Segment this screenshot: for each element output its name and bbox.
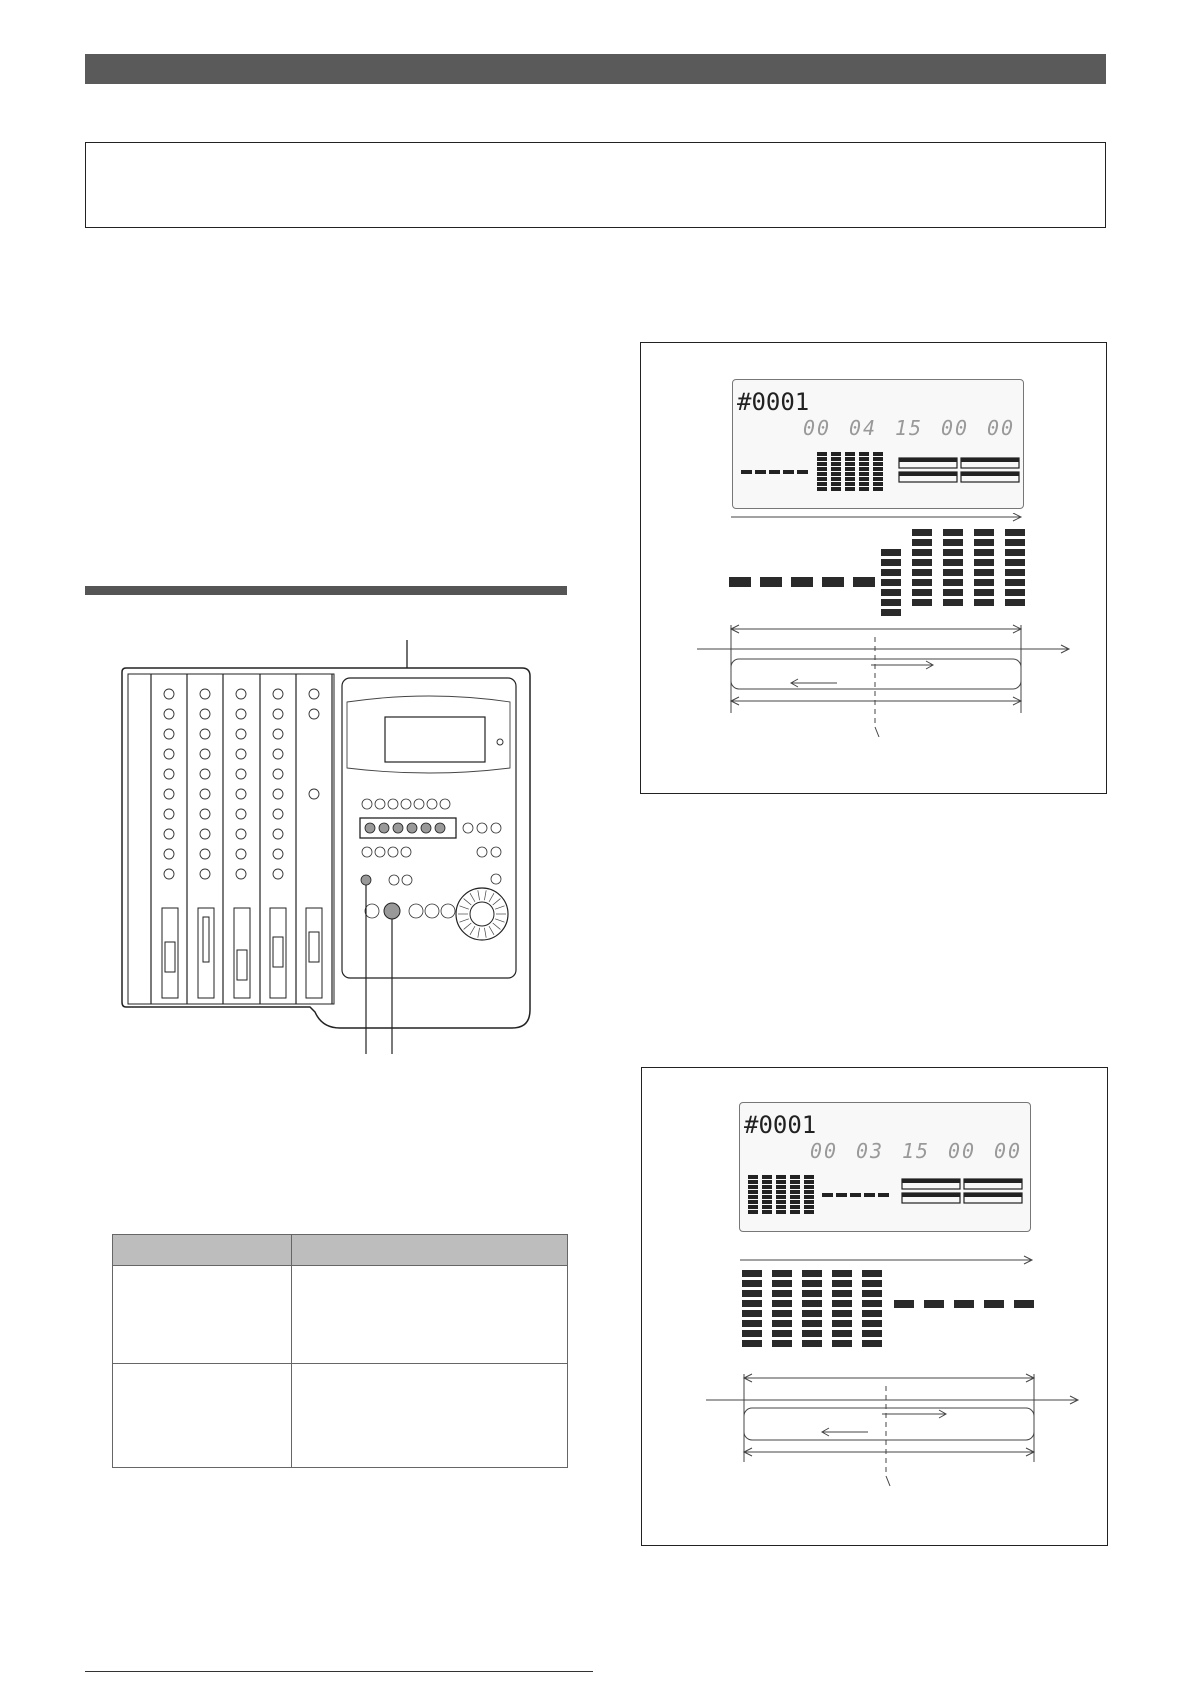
meter-segment	[776, 1185, 786, 1189]
meter-segment	[943, 579, 963, 586]
meter-segment	[832, 1290, 852, 1297]
table-row	[113, 1364, 568, 1468]
meter-segment	[804, 1205, 814, 1209]
table-cell	[113, 1364, 292, 1468]
meter-segment	[859, 462, 869, 466]
knob-icon	[309, 689, 319, 699]
meter-segment	[943, 589, 963, 596]
meter-segment	[762, 1175, 772, 1179]
meter-segment	[832, 1320, 852, 1327]
meter-segment	[1005, 569, 1025, 576]
meter-segment	[772, 1320, 792, 1327]
table-row	[113, 1266, 568, 1364]
segment-diagram	[641, 513, 1106, 793]
meter-segment	[1005, 529, 1025, 536]
meter-segment	[859, 482, 869, 486]
header-bar	[85, 54, 1106, 84]
meter-segment	[912, 539, 932, 546]
meter-segment	[832, 1330, 852, 1337]
meter-segment	[817, 467, 827, 471]
meter-segment	[742, 1310, 762, 1317]
level-dash	[741, 470, 752, 474]
meter-segment	[1005, 539, 1025, 546]
meter-segment	[790, 1180, 800, 1184]
meter-segment	[873, 467, 883, 471]
meter-segment	[748, 1180, 758, 1184]
meter-segment	[974, 589, 994, 596]
meter-segment	[776, 1205, 786, 1209]
meter-segment	[748, 1175, 758, 1179]
reference-table	[112, 1234, 568, 1468]
meter-segment	[742, 1340, 762, 1347]
meter-segment	[742, 1290, 762, 1297]
meter-segment	[862, 1270, 882, 1277]
knob-icon	[273, 709, 283, 719]
meter-segment	[804, 1195, 814, 1199]
meter-segment	[762, 1200, 772, 1204]
meter-segment	[845, 472, 855, 476]
level-dash	[853, 577, 875, 587]
meter-segment	[748, 1195, 758, 1199]
level-dash	[984, 1300, 1004, 1308]
meter-segment	[817, 462, 827, 466]
knob-icon	[309, 789, 319, 799]
meter-segment	[862, 1290, 882, 1297]
meter-segment	[859, 477, 869, 481]
level-dash	[822, 1193, 833, 1197]
level-dash	[791, 577, 813, 587]
meter-segment	[831, 477, 841, 481]
footer-rule	[85, 1671, 593, 1672]
meter-segment	[845, 482, 855, 486]
level-dash	[729, 577, 751, 587]
meter-segment	[881, 579, 901, 586]
knob-icon	[200, 729, 210, 739]
lcd-screen: #0001 00 03 15 00 00	[739, 1102, 1031, 1232]
meter-segment	[845, 457, 855, 461]
meter-segment	[974, 569, 994, 576]
knob-icon	[236, 869, 246, 879]
meter-segment	[859, 487, 869, 491]
meter-segment	[832, 1270, 852, 1277]
meter-segment	[790, 1205, 800, 1209]
meter-segment	[802, 1290, 822, 1297]
meter-segment	[802, 1300, 822, 1307]
meter-segment	[772, 1290, 792, 1297]
meter-segment	[748, 1200, 758, 1204]
table-cell	[292, 1364, 568, 1468]
meter-segment	[790, 1210, 800, 1214]
meter-segment	[862, 1330, 882, 1337]
meter-segment	[817, 457, 827, 461]
level-dash	[894, 1300, 914, 1308]
level-dash	[836, 1193, 847, 1197]
meter-segment	[881, 559, 901, 566]
meter-segment	[804, 1175, 814, 1179]
meter-segment	[790, 1200, 800, 1204]
meter-segment	[912, 569, 932, 576]
meter-segment	[912, 559, 932, 566]
meter-segment	[831, 457, 841, 461]
meter-segment	[742, 1320, 762, 1327]
meter-segment	[912, 549, 932, 556]
knob-icon	[236, 849, 246, 859]
meter-segment	[831, 487, 841, 491]
counter-readout: #0001	[744, 1111, 817, 1139]
meter-segment	[873, 487, 883, 491]
meter-segment	[772, 1310, 792, 1317]
meter-segment	[862, 1280, 882, 1287]
meter-segment	[772, 1340, 792, 1347]
knob-icon	[273, 729, 283, 739]
meter-segment	[845, 462, 855, 466]
meter-segment	[943, 539, 963, 546]
meter-segment	[943, 529, 963, 536]
level-dash	[769, 470, 780, 474]
meter-segment	[804, 1190, 814, 1194]
knob-icon	[164, 869, 174, 879]
meter-segment	[742, 1300, 762, 1307]
knob-icon	[236, 789, 246, 799]
meter-segment	[881, 549, 901, 556]
meter-segment	[1005, 589, 1025, 596]
level-dash	[797, 470, 808, 474]
meter-segment	[859, 452, 869, 456]
table-cell	[292, 1266, 568, 1364]
meter-segment	[943, 569, 963, 576]
meter-segment	[859, 457, 869, 461]
knob-icon	[309, 709, 319, 719]
meter-segment	[943, 559, 963, 566]
table-header-cell	[292, 1235, 568, 1266]
knob-icon	[200, 849, 210, 859]
meter-segment	[845, 467, 855, 471]
meter-segment	[832, 1340, 852, 1347]
knob-icon	[200, 869, 210, 879]
meter-segment	[802, 1320, 822, 1327]
knob-icon	[273, 809, 283, 819]
meter-segment	[873, 482, 883, 486]
meter-segment	[862, 1320, 882, 1327]
knob-icon	[200, 749, 210, 759]
meter-segment	[845, 487, 855, 491]
meter-segment	[974, 579, 994, 586]
meter-segment	[881, 599, 901, 606]
meter-segment	[943, 599, 963, 606]
level-dash	[954, 1300, 974, 1308]
level-dash	[822, 577, 844, 587]
knob-icon	[273, 869, 283, 879]
meter-segment	[859, 472, 869, 476]
counter-readout: #0001	[737, 388, 810, 416]
meter-segment	[772, 1280, 792, 1287]
meter-segment	[845, 477, 855, 481]
meter-segment	[790, 1190, 800, 1194]
meter-segment	[912, 589, 932, 596]
figure-top	[640, 342, 1107, 794]
meter-segment	[831, 467, 841, 471]
meter-segment	[817, 487, 827, 491]
knob-icon	[273, 849, 283, 859]
knob-icon	[236, 709, 246, 719]
knob-icon	[236, 829, 246, 839]
meter-segment	[974, 539, 994, 546]
level-dash	[924, 1300, 944, 1308]
meter-segment	[912, 529, 932, 536]
meter-segment	[762, 1195, 772, 1199]
level-dash	[760, 577, 782, 587]
meter-segment	[873, 472, 883, 476]
meter-segment	[790, 1195, 800, 1199]
meter-segment	[790, 1185, 800, 1189]
meter-segment	[776, 1175, 786, 1179]
meter-segment	[881, 589, 901, 596]
meter-segment	[974, 549, 994, 556]
meter-segment	[974, 559, 994, 566]
knob-icon	[273, 689, 283, 699]
knob-icon	[200, 689, 210, 699]
knob-icon	[236, 809, 246, 819]
meter-segment	[772, 1270, 792, 1277]
knob-icon	[200, 829, 210, 839]
knob-icon	[273, 769, 283, 779]
knob-icon	[273, 789, 283, 799]
knob-icon	[164, 729, 174, 739]
meter-segment	[817, 477, 827, 481]
meter-segment	[802, 1340, 822, 1347]
meter-segment	[1005, 549, 1025, 556]
meter-segment	[862, 1300, 882, 1307]
meter-segment	[831, 472, 841, 476]
meter-segment	[804, 1200, 814, 1204]
level-dash	[1014, 1300, 1034, 1308]
meter-segment	[802, 1280, 822, 1287]
meter-segment	[845, 452, 855, 456]
section-heading-bar	[85, 586, 567, 595]
meter-segment	[873, 477, 883, 481]
meter-segment	[748, 1210, 758, 1214]
meter-segment	[912, 599, 932, 606]
meter-segment	[802, 1330, 822, 1337]
segment-diagram	[642, 1236, 1107, 1536]
meter-segment	[1005, 579, 1025, 586]
knob-icon	[164, 789, 174, 799]
meter-segment	[859, 467, 869, 471]
meter-segment	[817, 482, 827, 486]
lcd-screen: #0001 00 04 15 00 00	[732, 379, 1024, 509]
knob-icon	[164, 709, 174, 719]
meter-segment	[873, 462, 883, 466]
meter-segment	[1005, 599, 1025, 606]
knob-icon	[164, 849, 174, 859]
knob-icon	[164, 769, 174, 779]
knob-icon	[164, 829, 174, 839]
meter-segment	[832, 1300, 852, 1307]
meter-segment	[772, 1300, 792, 1307]
knob-icon	[273, 829, 283, 839]
meter-segment	[772, 1330, 792, 1337]
knob-icon	[200, 789, 210, 799]
meter-segment	[804, 1180, 814, 1184]
table-header-row	[113, 1235, 568, 1266]
meter-segment	[748, 1205, 758, 1209]
meter-segment	[912, 579, 932, 586]
meter-segment	[974, 599, 994, 606]
meter-segment	[762, 1185, 772, 1189]
level-dash	[755, 470, 766, 474]
meter-segment	[974, 529, 994, 536]
meter-segment	[862, 1310, 882, 1317]
meter-segment	[873, 457, 883, 461]
knob-icon	[164, 749, 174, 759]
level-dash	[864, 1193, 875, 1197]
meter-segment	[776, 1180, 786, 1184]
meter-segment	[776, 1200, 786, 1204]
knob-icon	[236, 689, 246, 699]
meter-segment	[762, 1210, 772, 1214]
meter-segment	[776, 1190, 786, 1194]
recorder-device-illustration	[110, 632, 540, 1062]
meter-segment	[831, 482, 841, 486]
table-header-cell	[113, 1235, 292, 1266]
knob-icon	[236, 769, 246, 779]
knob-icon	[236, 729, 246, 739]
knob-icon	[164, 689, 174, 699]
meter-segment	[873, 452, 883, 456]
meter-segment	[802, 1270, 822, 1277]
meter-segment	[817, 472, 827, 476]
level-dash	[783, 470, 794, 474]
knob-icon	[273, 749, 283, 759]
meter-segment	[776, 1210, 786, 1214]
meter-segment	[832, 1310, 852, 1317]
knob-icon	[164, 809, 174, 819]
meter-segment	[748, 1185, 758, 1189]
note-box	[85, 142, 1106, 228]
meter-segment	[804, 1185, 814, 1189]
meter-segment	[802, 1310, 822, 1317]
meter-segment	[832, 1280, 852, 1287]
meter-segment	[831, 462, 841, 466]
meter-segment	[1005, 559, 1025, 566]
knob-icon	[200, 709, 210, 719]
meter-segment	[831, 452, 841, 456]
table-cell	[113, 1266, 292, 1364]
knob-icon	[200, 809, 210, 819]
meter-segment	[881, 609, 901, 616]
meter-segment	[742, 1280, 762, 1287]
meter-segment	[862, 1340, 882, 1347]
meter-segment	[742, 1270, 762, 1277]
meter-segment	[742, 1330, 762, 1337]
meter-segment	[817, 452, 827, 456]
meter-segment	[762, 1205, 772, 1209]
meter-segment	[881, 569, 901, 576]
meter-segment	[762, 1180, 772, 1184]
meter-segment	[762, 1190, 772, 1194]
figure-bottom	[641, 1067, 1108, 1546]
level-dash	[878, 1193, 889, 1197]
lcd-meters	[733, 450, 1023, 506]
meter-segment	[790, 1175, 800, 1179]
meter-segment	[776, 1195, 786, 1199]
lcd-meters	[740, 1173, 1030, 1229]
knob-icon	[200, 769, 210, 779]
meter-segment	[748, 1190, 758, 1194]
meter-segment	[804, 1210, 814, 1214]
level-dash	[850, 1193, 861, 1197]
meter-segment	[943, 549, 963, 556]
knob-icon	[236, 749, 246, 759]
